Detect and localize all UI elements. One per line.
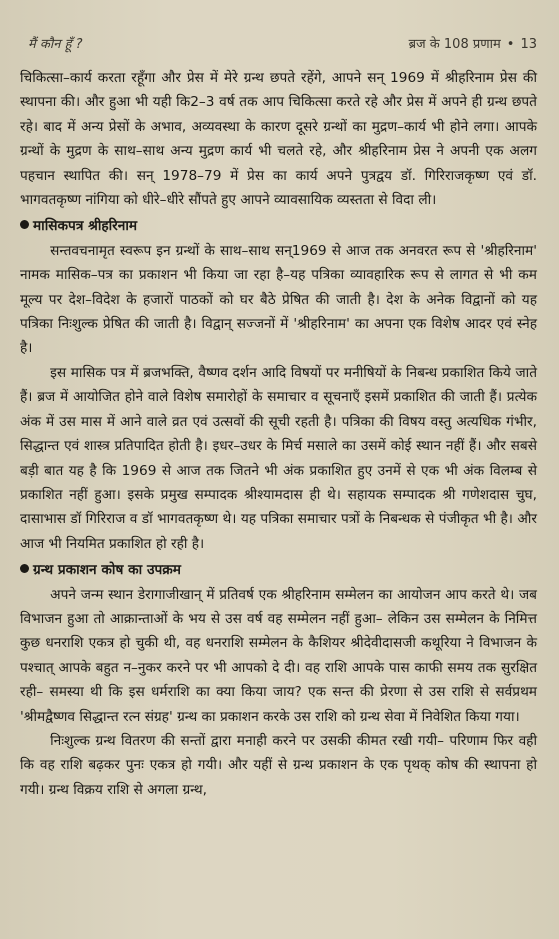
paragraph-1: चिकित्सा–कार्य करता रहूँगा और प्रेस में मेरे ग्रन्थ छपते रहेंगे, आपने सन् 1969 में श्रीहरिनाम प्रेस की स्थापना की। और हुआ भी यही कि2–3 वर्ष तक आप चिकित्सा करते रहे और प्रेस में अपने ही ग्रन्थ छपते रहे। बाद में अन्य प्रेसों के अभाव, अव्यवस्था के कारण दूसरे ग्रन्थों का मुद्रण–कार्य भी होने लगा। आपके ग्रन्थों के मुद्रण के साथ–साथ अन्य मुद्रण कार्य भी चलते रहे, और श्रीहरिनाम प्रेस ने अपनी एक अलग पहचान स्थापित की। सन् 1978–79 में प्रेस का कार्य अपने पुत्रद्वय डॉ. गिरिराजकृष्ण एवं डॉ. भागवतकृष्ण नांगिया को धीरे–धीरे सौंपते हुए आपने व्यावसायिक व्यस्तता से विदा ली। (20, 70, 537, 209)
section-heading-1 (20, 214, 537, 238)
page-number: 13 (520, 37, 537, 52)
running-header (20, 34, 537, 54)
bullet-icon (20, 220, 29, 229)
header-left-title: मैं कौन हूँ ? (28, 37, 83, 52)
paragraph-5: निःशुल्क ग्रन्थ वितरण की सन्तों द्वारा मनाही करने पर उसकी कीमत रखी गयी– परिणाम फिर वही कि वह राशि बढ़कर पुनः एकत्र हो गयी। और यहीं से ग्रन्थ प्रकाशन के एक पृथक् कोष की स्थापना हो गयी। ग्रन्थ विक्रय राशि से अगला ग्रन्थ, (20, 732, 537, 798)
header-right (409, 34, 537, 52)
paragraph-4: अपने जन्म स्थान डेरागाजीखान् में प्रतिवर्ष एक श्रीहरिनाम सम्मेलन का आयोजन आप करते थे। जब विभाजन हुआ तो आक्रान्ताओं के भय से उस वर्ष वह सम्मेलन नहीं हुआ– लेकिन उस सम्मेलन के निमित्त कुछ धनराशि एकत्र हो चुकी थी, वह धनराशि सम्मेलन के कैशियर श्रीदेवीदासजी कथूरिया ने विभाजन के पश्चात् आपके बहुत न–नुकर करने पर भी आपको दे दी। वह राशि आपके पास काफी समय तक सुरक्षित रही– समस्या थी कि इस धर्मराशि का क्या किया जाय? एक सन्त की प्रेरणा से उस राशि से सर्वप्रथम 'श्रीमद्वैष्णव सिद्धान्त रत्न संग्रह' ग्रन्थ का प्रकाशन करके उस राशि को ग्रन्थ सेवा में निवेशित किया गया। (20, 586, 537, 725)
section-heading-1-text: मासिकपत्र श्रीहरिनाम (33, 218, 138, 235)
header-separator: • (506, 37, 515, 52)
bullet-icon (20, 564, 29, 573)
header-book-title: ब्रज के 108 प्रणाम (408, 37, 501, 52)
section-heading-2 (20, 558, 537, 582)
paragraph-2: सन्तवचनामृत स्वरूप इन ग्रन्थों के साथ–साथ सन्1969 से आज तक अनवरत रूप से 'श्रीहरिनाम' नामक मासिक–पत्र का प्रकाशन भी किया जा रहा है–यह पत्रिका व्यावहारिक रूप से लागत से भी कम मूल्य पर देश–विदेश के हजारों पाठकों को घर बैठे प्रेषित की जाती है। देश के अनेक विद्वानों को यह पत्रिका निःशुल्क प्रेषित की जाती है। विद्वान् सज्जनों में 'श्रीहरिनाम' का अपना एक विशेष आदर एवं स्नेह है। (20, 242, 537, 357)
section-heading-2-text: ग्रन्थ प्रकाशन कोष का उपक्रम (33, 562, 181, 579)
paragraph-3: इस मासिक पत्र में ब्रजभक्ति, वैष्णव दर्शन आदि विषयों पर मनीषियों के निबन्ध प्रकाशित किये जाते हैं। ब्रज में आयोजित होने वाले विशेष समारोहों के समाचार व सूचनाएँ इसमें प्रकाशित की जाती हैं। प्रत्येक अंक में उस मास में आने वाले व्रत एवं उत्सवों की सूची रहती है। पत्रिका की विषय वस्तु अत्यधिक गंभीर, सिद्धान्त एवं शास्त्र प्रतिपादित होती है। इधर–उधर के मिर्च मसाले का उसमें कोई स्थान नहीं हैं। और सबसे बड़ी बात यह है कि 1969 से आज तक जितने भी अंक प्रकाशित हुए उनमें से एक भी अंक विलम्ब से प्रकाशित नहीं हुआ। इसके प्रमुख सम्पादक श्रीश्यामदास ही थे। सहायक सम्पादक श्री गणेशदास चुघ, दासाभास डॉ गिरिराज व डॉ भागवतकृष्ण थे। यह पत्रिका समाचार पत्रों के निबन्धक से पंजीकृत भी है। और आज भी नियमित प्रकाशित हो रही है। (20, 364, 537, 552)
page-body (20, 66, 537, 802)
